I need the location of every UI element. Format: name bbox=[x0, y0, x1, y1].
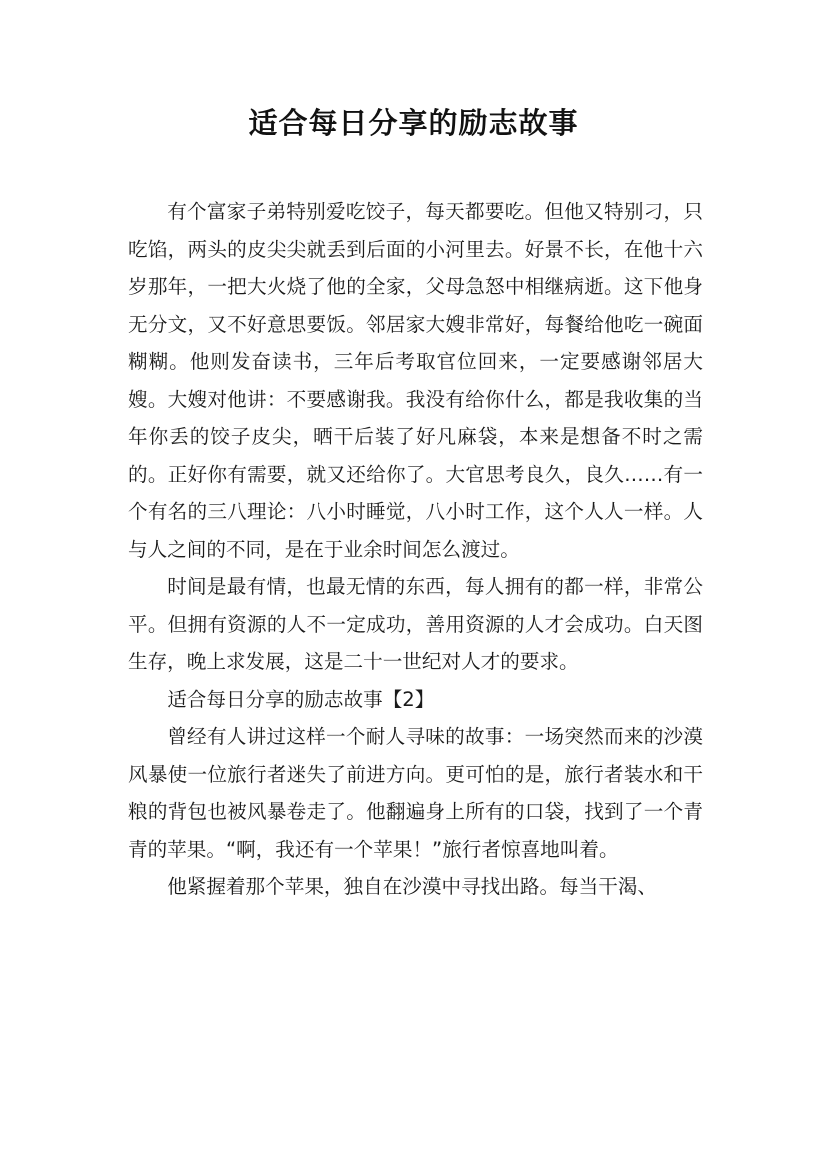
paragraph-story-2-continued: 他紧握着那个苹果，独自在沙漠中寻找出路。每当干渴、 bbox=[167, 875, 658, 898]
paragraph-story-2: 曾经有人讲过这样一个耐人寻味的故事：一场突然而来的沙漠风暴使一位旅行者迷失了前进方向。更可怕的是，旅行者装水和干粮的背包也被风暴卷走了。他翻遍身上所有的口袋，找到了一个青青的苹果。“啊，我还有一个苹果！”旅行者惊喜地叫着。 bbox=[128, 725, 703, 861]
paragraph-story-1: 有个富家子弟特别爱吃饺子，每天都要吃。但他又特别刁，只吃馅，两头的皮尖尖就丢到后面的小河里去。好景不长，在他十六岁那年，一把大火烧了他的全家，父母急怒中相继病逝。这下他身无分文，又不好意思要饭。邻居家大嫂非常好，每餐给他吃一碗面糊糊。他则发奋读书，三年后考取官位回来，一定要感谢邻居大嫂。大嫂对他讲：不要感谢我。我没有给你什么，都是我收集的当年你丢的饺子皮尖，晒干后装了好凡麻袋，本来是想备不时之需的。正好你有需要，就又还给你了。大官思考良久，良久……有一个有名的三八理论：八小时睡觉，八小时工作，这个人人一样。人与人之间的不同，是在于业余时间怎么渡过。 bbox=[128, 200, 703, 561]
document-body bbox=[128, 193, 703, 906]
document-title: 适合每日分享的励志故事 bbox=[248, 106, 579, 140]
paragraph-time-reflection: 时间是最有情，也最无情的东西，每人拥有的都一样，非常公平。但拥有资源的人不一定成功，善用资源的人才会成功。白天图生存，晚上求发展，这是二十一世纪对人才的要求。 bbox=[128, 575, 703, 673]
section-heading-2: 适合每日分享的励志故事【2】 bbox=[167, 687, 435, 711]
